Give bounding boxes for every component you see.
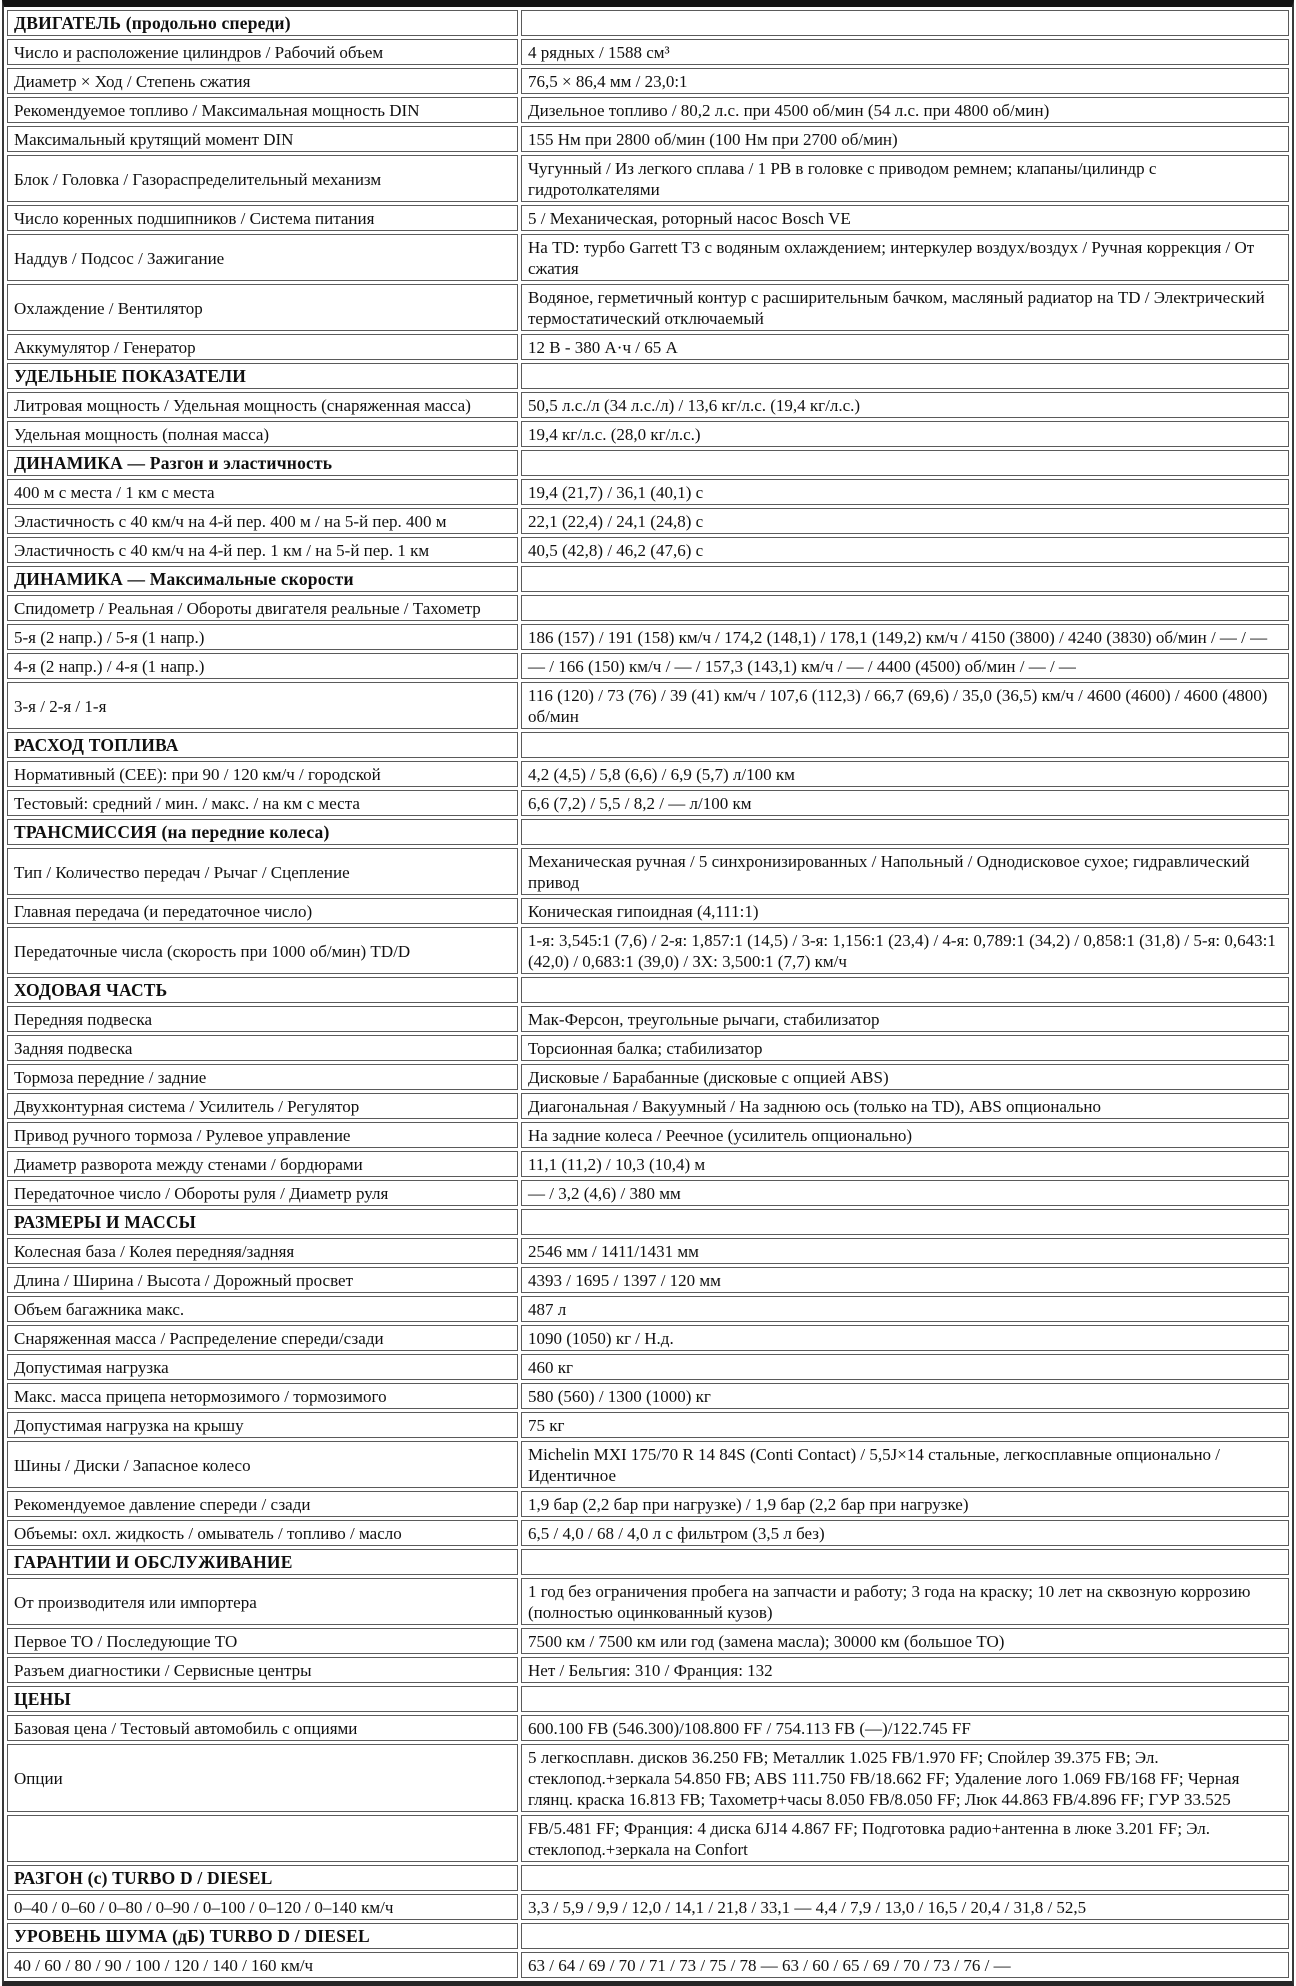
table-row	[7, 68, 1289, 94]
table-row	[7, 421, 1289, 447]
section-row	[7, 566, 1289, 592]
spec-value: 7500 км / 7500 км или год (замена масла); 30000 км (большое ТО)	[521, 1628, 1289, 1654]
table-row	[7, 1412, 1289, 1438]
table-row	[7, 508, 1289, 534]
spec-value	[521, 819, 1289, 845]
spec-label: 400 м с места / 1 км с места	[7, 479, 518, 505]
table-row	[7, 595, 1289, 621]
spec-value: 487 л	[521, 1296, 1289, 1322]
spec-value: Водяное, герметичный контур с расширительным бачком, масляный радиатор на TD / Электрический термостатический отключаемый	[521, 284, 1289, 331]
spec-value: 63 / 64 / 69 / 70 / 71 / 73 / 75 / 78 — 63 / 60 / 65 / 69 / 70 / 73 / 76 / —	[521, 1952, 1289, 1978]
spec-label: Литровая мощность / Удельная мощность (снаряженная масса)	[7, 392, 518, 418]
spec-label: Допустимая нагрузка на крышу	[7, 1412, 518, 1438]
spec-value: 6,5 / 4,0 / 68 / 4,0 л с фильтром (3,5 л без)	[521, 1520, 1289, 1546]
section-row	[7, 1549, 1289, 1575]
table-row	[7, 682, 1289, 729]
spec-value: Диагональная / Вакуумный / На заднюю ось (только на TD), ABS опционально	[521, 1093, 1289, 1119]
spec-value: Механическая ручная / 5 синхронизированных / Напольный / Однодисковое сухое; гидравлический привод	[521, 848, 1289, 895]
table-row	[7, 898, 1289, 924]
table-row	[7, 1325, 1289, 1351]
spec-value: На TD: турбо Garrett T3 с водяным охлаждением; интеркулер воздух/воздух / Ручная коррекция / От сжатия	[521, 234, 1289, 281]
spec-value: Дисковые / Барабанные (дисковые с опцией ABS)	[521, 1064, 1289, 1090]
spec-label: Рекомендуемое топливо / Максимальная мощность DIN	[7, 97, 518, 123]
spec-label: 0–40 / 0–60 / 0–80 / 0–90 / 0–100 / 0–120 / 0–140 км/ч	[7, 1894, 518, 1920]
spec-value	[521, 732, 1289, 758]
section-title: УДЕЛЬНЫЕ ПОКАЗАТЕЛИ	[7, 363, 518, 389]
spec-label: Опции	[7, 1744, 518, 1812]
spec-label: Нормативный (CEE): при 90 / 120 км/ч / городской	[7, 761, 518, 787]
spec-value: FB/5.481 FF; Франция: 4 диска 6J14 4.867 FF; Подготовка радио+антенна в люке 3.201 FF; Эл. стеклопод.+зеркала на Confort	[521, 1815, 1289, 1862]
table-row	[7, 1383, 1289, 1409]
spec-value: 155 Нм при 2800 об/мин (100 Нм при 2700 об/мин)	[521, 126, 1289, 152]
section-title: ЦЕНЫ	[7, 1686, 518, 1712]
spec-label: Передняя подвеска	[7, 1006, 518, 1032]
section-title: ДИНАМИКА — Разгон и эластичность	[7, 450, 518, 476]
spec-label: Максимальный крутящий момент DIN	[7, 126, 518, 152]
section-row	[7, 1686, 1289, 1712]
spec-label: Аккумулятор / Генератор	[7, 334, 518, 360]
table-row	[7, 1657, 1289, 1683]
spec-label: Допустимая нагрузка	[7, 1354, 518, 1380]
spec-label: Первое ТО / Последующие ТО	[7, 1628, 518, 1654]
spec-label: Снаряженная масса / Распределение спереди/сзади	[7, 1325, 518, 1351]
spec-label: Объемы: охл. жидкость / омыватель / топливо / масло	[7, 1520, 518, 1546]
spec-label: Двухконтурная система / Усилитель / Регулятор	[7, 1093, 518, 1119]
spec-value: Мак-Ферсон, треугольные рычаги, стабилизатор	[521, 1006, 1289, 1032]
spec-label: Тестовый: средний / мин. / макс. / на км с места	[7, 790, 518, 816]
spec-label: Шины / Диски / Запасное колесо	[7, 1441, 518, 1488]
spec-value: 1-я: 3,545:1 (7,6) / 2-я: 1,857:1 (14,5) / 3-я: 1,156:1 (23,4) / 4-я: 0,789:1 (34,2) / 0,858:1 (31,8) / 5-я: 0,643:1 (42,0) / 0,683:1 (39,0) / ЗХ: 3,500:1 (7,7) км/ч	[521, 927, 1289, 974]
section-row	[7, 363, 1289, 389]
table-row	[7, 790, 1289, 816]
spec-value: 2546 мм / 1411/1431 мм	[521, 1238, 1289, 1264]
table-row	[7, 1715, 1289, 1741]
table-row	[7, 537, 1289, 563]
spec-label: Тормоза передние / задние	[7, 1064, 518, 1090]
spec-label: Блок / Головка / Газораспределительный механизм	[7, 155, 518, 202]
spec-label: Число коренных подшипников / Система питания	[7, 205, 518, 231]
section-row	[7, 450, 1289, 476]
spec-label: Объем багажника макс.	[7, 1296, 518, 1322]
table-row	[7, 1894, 1289, 1920]
spec-label: Спидометр / Реальная / Обороты двигателя реальные / Тахометр	[7, 595, 518, 621]
section-row	[7, 1209, 1289, 1235]
spec-label: Задняя подвеска	[7, 1035, 518, 1061]
table-row	[7, 1122, 1289, 1148]
spec-value	[521, 566, 1289, 592]
table-row	[7, 761, 1289, 787]
spec-label: Число и расположение цилиндров / Рабочий объем	[7, 39, 518, 65]
table-row	[7, 1035, 1289, 1061]
spec-value: 5 / Механическая, роторный насос Bosch VE	[521, 205, 1289, 231]
spec-value: Michelin MXI 175/70 R 14 84S (Conti Contact) / 5,5J×14 стальные, легкосплавные опционально / Идентичное	[521, 1441, 1289, 1488]
table-row	[7, 1093, 1289, 1119]
section-row	[7, 1923, 1289, 1949]
spec-label: 4-я (2 напр.) / 4-я (1 напр.)	[7, 653, 518, 679]
spec-value: 3,3 / 5,9 / 9,9 / 12,0 / 14,1 / 21,8 / 33,1 — 4,4 / 7,9 / 13,0 / 16,5 / 20,4 / 31,8 / 52,5	[521, 1894, 1289, 1920]
spec-label: Диаметр разворота между стенами / бордюрами	[7, 1151, 518, 1177]
table-row	[7, 1520, 1289, 1546]
spec-value: 6,6 (7,2) / 5,5 / 8,2 / — л/100 км	[521, 790, 1289, 816]
spec-label: Наддув / Подсос / Зажигание	[7, 234, 518, 281]
spec-value: 4393 / 1695 / 1397 / 120 мм	[521, 1267, 1289, 1293]
spec-label: 40 / 60 / 80 / 90 / 100 / 120 / 140 / 160 км/ч	[7, 1952, 518, 1978]
spec-label: Рекомендуемое давление спереди / сзади	[7, 1491, 518, 1517]
spec-value	[521, 1209, 1289, 1235]
spec-value: 22,1 (22,4) / 24,1 (24,8) с	[521, 508, 1289, 534]
spec-value: 40,5 (42,8) / 46,2 (47,6) с	[521, 537, 1289, 563]
spec-value: 5 легкосплавн. дисков 36.250 FB; Металлик 1.025 FB/1.970 FF; Спойлер 39.375 FB; Эл. стеклопод.+зеркала 54.850 FB; ABS 111.750 FB/18.662 FF; Удаление лого 1.069 FB/168 FF; Черная глянц. краска 16.813 FB; Тахометр+часы 8.050 FB/8.050 FF; Люк 44.863 FB/4.896 FF; ГУР 33.525	[521, 1744, 1289, 1812]
spec-label: Эластичность с 40 км/ч на 4-й пер. 400 м / на 5-й пер. 400 м	[7, 508, 518, 534]
spec-value: 11,1 (11,2) / 10,3 (10,4) м	[521, 1151, 1289, 1177]
spec-label: Привод ручного тормоза / Рулевое управление	[7, 1122, 518, 1148]
spec-value: 116 (120) / 73 (76) / 39 (41) км/ч / 107,6 (112,3) / 66,7 (69,6) / 35,0 (36,5) км/ч / 4600 (4600) / 4600 (4800) об/мин	[521, 682, 1289, 729]
table-row	[7, 392, 1289, 418]
spec-table-body	[7, 10, 1289, 1978]
spec-label	[7, 1815, 518, 1862]
spec-label: 3-я / 2-я / 1-я	[7, 682, 518, 729]
section-row	[7, 732, 1289, 758]
table-row	[7, 1628, 1289, 1654]
table-row	[7, 155, 1289, 202]
spec-value: Нет / Бельгия: 310 / Франция: 132	[521, 1657, 1289, 1683]
spec-value: 460 кг	[521, 1354, 1289, 1380]
spec-value: 76,5 × 86,4 мм / 23,0:1	[521, 68, 1289, 94]
spec-value	[521, 1686, 1289, 1712]
spec-value: Коническая гипоидная (4,111:1)	[521, 898, 1289, 924]
spec-value: 1 год без ограничения пробега на запчасти и работу; 3 года на краску; 10 лет на сквозную коррозию (полностью оцинкованный кузов)	[521, 1578, 1289, 1625]
spec-value: Дизельное топливо / 80,2 л.с. при 4500 об/мин (54 л.с. при 4800 об/мин)	[521, 97, 1289, 123]
spec-label: Макс. масса прицепа нетормозимого / тормозимого	[7, 1383, 518, 1409]
section-title: ХОДОВАЯ ЧАСТЬ	[7, 977, 518, 1003]
table-row	[7, 1267, 1289, 1293]
spec-value: 4,2 (4,5) / 5,8 (6,6) / 6,9 (5,7) л/100 км	[521, 761, 1289, 787]
spec-value: 19,4 кг/л.с. (28,0 кг/л.с.)	[521, 421, 1289, 447]
table-row	[7, 1815, 1289, 1862]
spec-label: Разъем диагностики / Сервисные центры	[7, 1657, 518, 1683]
spec-value: — / 166 (150) км/ч / — / 157,3 (143,1) км/ч / — / 4400 (4500) об/мин / — / —	[521, 653, 1289, 679]
table-row	[7, 126, 1289, 152]
spec-label: Удельная мощность (полная масса)	[7, 421, 518, 447]
table-row	[7, 624, 1289, 650]
table-row	[7, 234, 1289, 281]
table-row	[7, 1354, 1289, 1380]
section-title: ДИНАМИКА — Максимальные скорости	[7, 566, 518, 592]
section-title: УРОВЕНЬ ШУМА (дБ) TURBO D / DIESEL	[7, 1923, 518, 1949]
spec-value: Торсионная балка; стабилизатор	[521, 1035, 1289, 1061]
table-row	[7, 205, 1289, 231]
spec-value: 4 рядных / 1588 см³	[521, 39, 1289, 65]
spec-table	[2, 0, 1294, 1986]
spec-value: 12 В - 380 А·ч / 65 А	[521, 334, 1289, 360]
table-row	[7, 927, 1289, 974]
table-row	[7, 479, 1289, 505]
spec-label: Передаточные числа (скорость при 1000 об/мин) TD/D	[7, 927, 518, 974]
spec-value	[521, 595, 1289, 621]
spec-value	[521, 10, 1289, 36]
spec-value: 19,4 (21,7) / 36,1 (40,1) с	[521, 479, 1289, 505]
spec-value: 50,5 л.с./л (34 л.с./л) / 13,6 кг/л.с. (19,4 кг/л.с.)	[521, 392, 1289, 418]
spec-label: Эластичность с 40 км/ч на 4-й пер. 1 км / на 5-й пер. 1 км	[7, 537, 518, 563]
spec-value: 186 (157) / 191 (158) км/ч / 174,2 (148,1) / 178,1 (149,2) км/ч / 4150 (3800) / 4240 (3830) об/мин / — / —	[521, 624, 1289, 650]
table-row	[7, 334, 1289, 360]
table-row	[7, 1296, 1289, 1322]
section-title: ГАРАНТИИ И ОБСЛУЖИВАНИЕ	[7, 1549, 518, 1575]
table-row	[7, 284, 1289, 331]
section-row	[7, 977, 1289, 1003]
section-title: РАЗМЕРЫ И МАССЫ	[7, 1209, 518, 1235]
spec-value: 1090 (1050) кг / Н.д.	[521, 1325, 1289, 1351]
table-row	[7, 1064, 1289, 1090]
table-row	[7, 1744, 1289, 1812]
spec-label: От производителя или импортера	[7, 1578, 518, 1625]
spec-value: Чугунный / Из легкого сплава / 1 РВ в головке с приводом ремнем; клапаны/цилиндр с гидротолкателями	[521, 155, 1289, 202]
spec-value	[521, 1549, 1289, 1575]
spec-label: Охлаждение / Вентилятор	[7, 284, 518, 331]
spec-value	[521, 363, 1289, 389]
table-row	[7, 1006, 1289, 1032]
spec-label: Передаточное число / Обороты руля / Диаметр руля	[7, 1180, 518, 1206]
spec-value: 75 кг	[521, 1412, 1289, 1438]
table-row	[7, 97, 1289, 123]
table-row	[7, 653, 1289, 679]
section-title: РАСХОД ТОПЛИВА	[7, 732, 518, 758]
spec-value: — / 3,2 (4,6) / 380 мм	[521, 1180, 1289, 1206]
table-row	[7, 1180, 1289, 1206]
table-row	[7, 1238, 1289, 1264]
spec-value: 580 (560) / 1300 (1000) кг	[521, 1383, 1289, 1409]
table-row	[7, 848, 1289, 895]
spec-value	[521, 450, 1289, 476]
spec-value: 600.100 FB (546.300)/108.800 FF / 754.113 FB (—)/122.745 FF	[521, 1715, 1289, 1741]
table-row	[7, 1151, 1289, 1177]
spec-label: Базовая цена / Тестовый автомобиль с опциями	[7, 1715, 518, 1741]
table-row	[7, 1578, 1289, 1625]
spec-value: 1,9 бар (2,2 бар при нагрузке) / 1,9 бар (2,2 бар при нагрузке)	[521, 1491, 1289, 1517]
spec-value	[521, 1865, 1289, 1891]
section-title: ДВИГАТЕЛЬ (продольно спереди)	[7, 10, 518, 36]
spec-label: Колесная база / Колея передняя/задняя	[7, 1238, 518, 1264]
spec-value	[521, 1923, 1289, 1949]
spec-label: 5-я (2 напр.) / 5-я (1 напр.)	[7, 624, 518, 650]
table-row	[7, 1441, 1289, 1488]
spec-label: Длина / Ширина / Высота / Дорожный просвет	[7, 1267, 518, 1293]
section-row	[7, 819, 1289, 845]
spec-label: Диаметр × Ход / Степень сжатия	[7, 68, 518, 94]
spec-value: На задние колеса / Реечное (усилитель опционально)	[521, 1122, 1289, 1148]
section-row	[7, 10, 1289, 36]
spec-label: Тип / Количество передач / Рычаг / Сцепление	[7, 848, 518, 895]
table-row	[7, 1491, 1289, 1517]
table-row	[7, 39, 1289, 65]
section-title: РАЗГОН (с) TURBO D / DIESEL	[7, 1865, 518, 1891]
spec-value	[521, 977, 1289, 1003]
spec-label: Главная передача (и передаточное число)	[7, 898, 518, 924]
section-title: ТРАНСМИССИЯ (на передние колеса)	[7, 819, 518, 845]
section-row	[7, 1865, 1289, 1891]
